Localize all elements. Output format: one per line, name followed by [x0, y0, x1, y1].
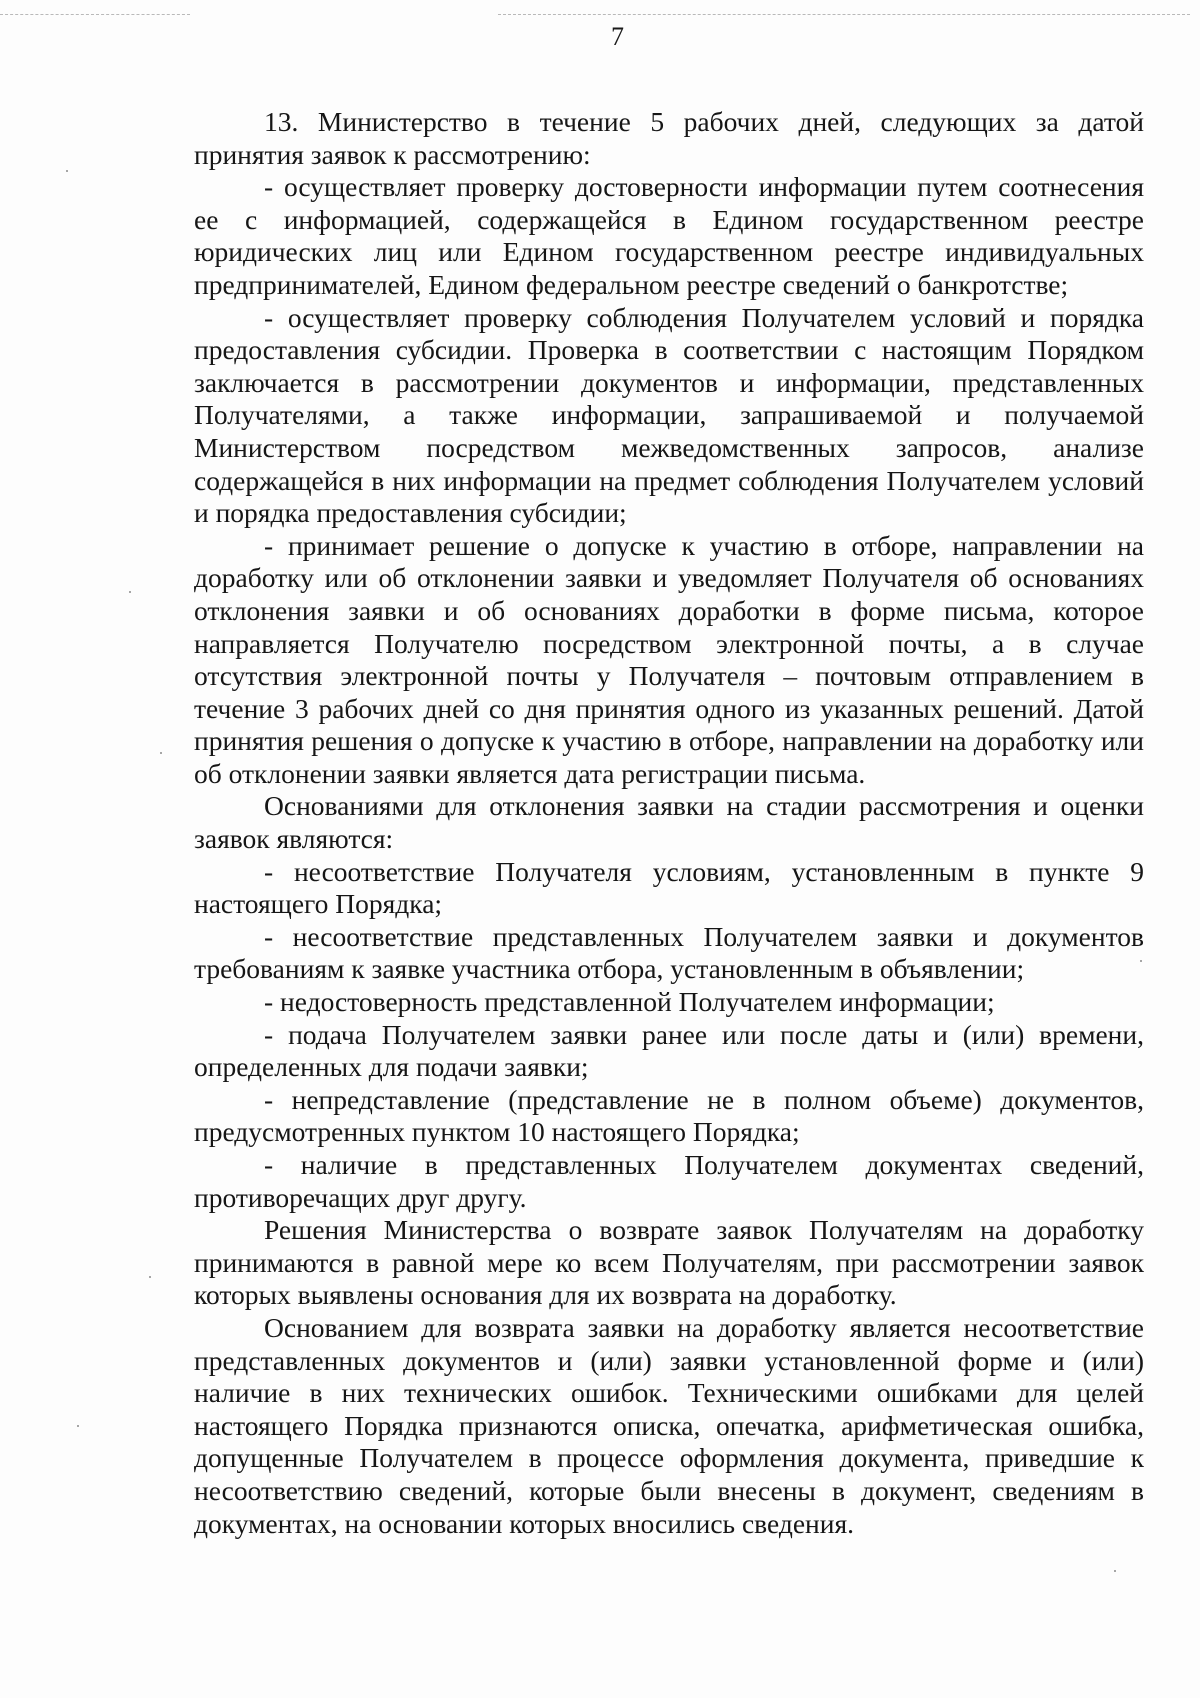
clause-13-intro: 13. Министерство в течение 5 рабочих дней, следующих за датой принятия заявок к рассмотрению: — [194, 106, 1144, 170]
scan-artifact — [149, 1276, 151, 1278]
paragraph: Решения Министерства о возврате заявок Получателям на доработку принимаются в равной мере ко всем Получателям, при рассмотрении заявок которых выявлены основания для их возврата на доработку. — [194, 1214, 1144, 1311]
scan-artifact — [66, 170, 68, 172]
scan-artifact — [0, 14, 190, 16]
list-item: - несоответствие Получателя условиям, установленным в пункте 9 настоящего Порядка; — [194, 855, 1144, 920]
page-number: 7 — [611, 22, 624, 51]
scan-artifact — [129, 591, 131, 593]
paragraph: Основаниями для отклонения заявки на стадии рассмотрения и оценки заявок являются: — [194, 790, 1144, 855]
list-item: - недостоверность представленной Получателем информации; — [264, 986, 995, 1018]
scan-artifact — [1114, 1570, 1116, 1572]
document-body — [194, 106, 1144, 1540]
list-item: - непредставление (представление не в полном объеме) документов, предусмотренных пунктом 10 настоящего Порядка; — [194, 1083, 1144, 1148]
list-item: - осуществляет проверку достоверности информации путем соотнесения ее с информацией, содержащейся в Едином государственном реестре юридических лиц или Едином государственном реестре индивидуальных предпринимателей, Едином федеральном реестре сведений о банкротстве; — [194, 171, 1144, 300]
list-item: - наличие в представленных Получателем документах сведений, противоречащих друг другу. — [194, 1149, 1144, 1213]
scan-artifact — [160, 752, 162, 754]
paragraph: Основанием для возврата заявки на доработку является несоответствие представленных документов и (или) заявки установленной форме и (или) наличие в них технических ошибок. Техническими ошибками для целей настоящего Порядка признаются описка, опечатка, арифметическая ошибка, допущенные Получателем в процессе оформления документа, приведшие к несоответствию сведений, которые были внесены в документ, сведениям в документах, на основании которых вносились сведения. — [194, 1311, 1144, 1539]
scan-artifact — [498, 14, 1190, 16]
scan-artifact — [77, 1425, 79, 1427]
list-item: - принимает решение о допуске к участию в отборе, направлении на доработку или об отклонении заявки и уведомляет Получателя об основаниях отклонения заявки и об основаниях доработки в форме письма, которое направляется Получателю посредством электронной почты, а в случае отсутствия электронной почты у Получателя – почтовым отправлением в течение 3 рабочих дней со дня принятия одного из указанных решений. Датой принятия решения о допуске к участию в отборе, направлении на доработку или об отклонении заявки является дата регистрации письма. — [194, 529, 1144, 789]
list-item: - подача Получателем заявки ранее или после даты и (или) времени, определенных для подачи заявки; — [194, 1018, 1144, 1083]
list-item: - осуществляет проверку соблюдения Получателем условий и порядка предоставления субсидии. Проверка в соответствии с настоящим Порядком заключается в рассмотрении документов и информации, представленных Получателями, а также информации, запрашиваемой и получаемой Министерством посредством межведомственных запросов, анализе содержащейся в них информации на предмет соблюдения Получателем условий и порядка предоставления субсидии; — [194, 301, 1144, 529]
list-item: - несоответствие представленных Получателем заявки и документов требованиям к заявке участника отбора, установленным в объявлении; — [194, 920, 1144, 985]
